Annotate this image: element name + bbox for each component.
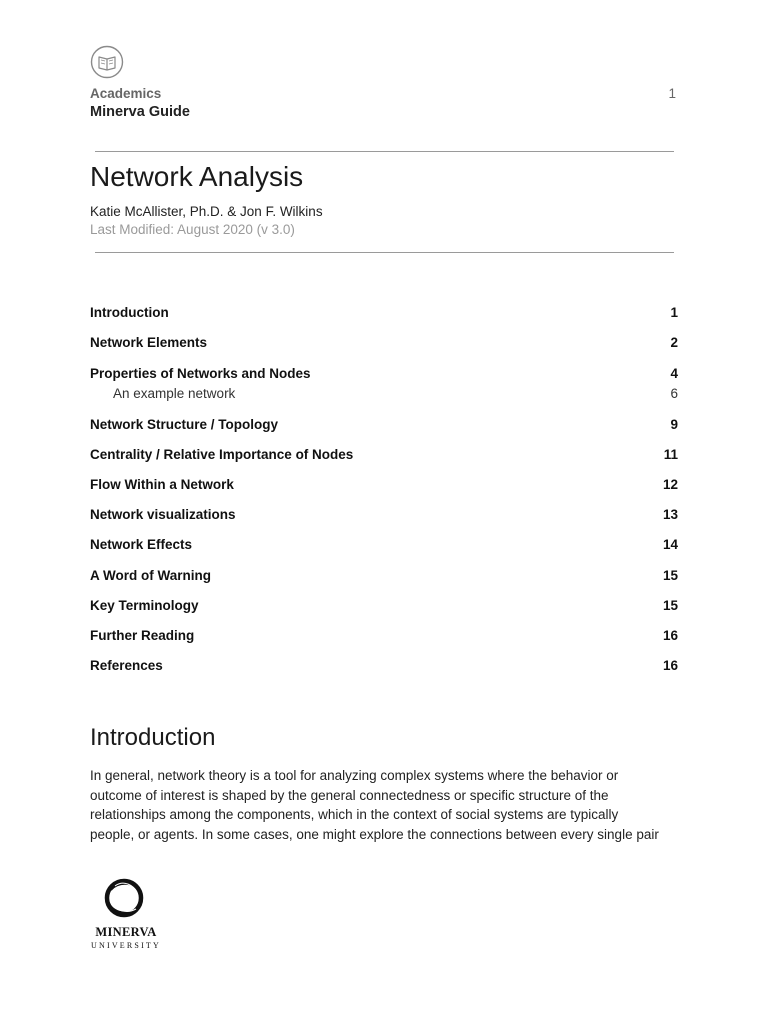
paragraph-line: people, or agents. In some cases, one might explore the connections between every single pair — [90, 826, 659, 842]
toc-page: 11 — [663, 447, 678, 462]
toc-label: Further Reading — [90, 628, 195, 643]
toc-page: 6 — [670, 386, 678, 401]
minerva-logo-mark — [103, 876, 145, 920]
toc-page: 16 — [662, 658, 678, 673]
toc-item-further-reading[interactable] — [90, 628, 678, 643]
toc-page: 4 — [670, 366, 678, 381]
toc-label: Network Effects — [90, 537, 193, 552]
section-heading-introduction: Introduction — [90, 724, 216, 751]
header-page-number: 1 — [668, 86, 676, 101]
toc-item-word-of-warning[interactable] — [90, 568, 678, 583]
document-title: Network Analysis — [90, 161, 304, 192]
toc-page: 15 — [662, 598, 678, 613]
paragraph-line: outcome of interest is shaped by the general connectedness or specific structure of the — [90, 787, 609, 803]
toc-label: Flow Within a Network — [90, 477, 234, 492]
toc-page: 2 — [670, 335, 678, 350]
toc-label: References — [90, 658, 163, 673]
toc-label: Properties of Networks and Nodes — [90, 366, 311, 381]
toc-label: An example network — [113, 386, 236, 401]
title-divider — [95, 252, 674, 253]
toc-page: 16 — [662, 628, 678, 643]
toc-label: Introduction — [90, 305, 169, 320]
header-category: Academics — [90, 86, 162, 101]
toc-item-flow[interactable] — [90, 477, 678, 492]
document-authors: Katie McAllister, Ph.D. & Jon F. Wilkins — [90, 204, 323, 219]
paragraph-line: relationships among the components, which in the context of social systems are typically — [90, 807, 619, 823]
toc-label: Network Elements — [90, 335, 208, 350]
toc-label: Network visualizations — [90, 507, 236, 522]
toc-page: 14 — [662, 537, 678, 552]
toc-page: 15 — [662, 568, 678, 583]
toc-item-introduction[interactable] — [90, 305, 678, 320]
toc-item-key-terminology[interactable] — [90, 598, 678, 613]
toc-page: 12 — [662, 477, 678, 492]
toc-item-visualizations[interactable] — [90, 507, 678, 522]
toc-item-centrality[interactable] — [90, 447, 678, 462]
toc-label: Network Structure / Topology — [90, 417, 279, 432]
toc-item-example-network[interactable] — [90, 386, 678, 401]
top-divider — [95, 151, 674, 152]
logo-subtitle: UNIVERSITY — [91, 941, 161, 950]
toc-label: A Word of Warning — [90, 568, 211, 583]
toc-page: 13 — [662, 507, 678, 522]
toc-label: Centrality / Relative Importance of Nodes — [90, 447, 354, 462]
toc-item-network-effects[interactable] — [90, 537, 678, 552]
toc-label: Key Terminology — [90, 598, 199, 613]
toc-item-properties[interactable] — [90, 366, 678, 381]
toc-page: 9 — [670, 417, 678, 432]
header-guide-title: Minerva Guide — [90, 104, 190, 120]
toc-item-structure-topology[interactable] — [90, 417, 678, 432]
introduction-paragraph — [90, 766, 690, 844]
last-modified: Last Modified: August 2020 (v 3.0) — [90, 222, 295, 237]
open-book-icon — [90, 45, 124, 79]
logo-wordmark: MINERVA — [95, 925, 157, 939]
paragraph-line: In general, network theory is a tool for analyzing complex systems where the behavior or — [90, 768, 619, 783]
toc-item-network-elements[interactable] — [90, 335, 678, 350]
toc-page: 1 — [670, 305, 678, 320]
toc-item-references[interactable] — [90, 658, 678, 673]
